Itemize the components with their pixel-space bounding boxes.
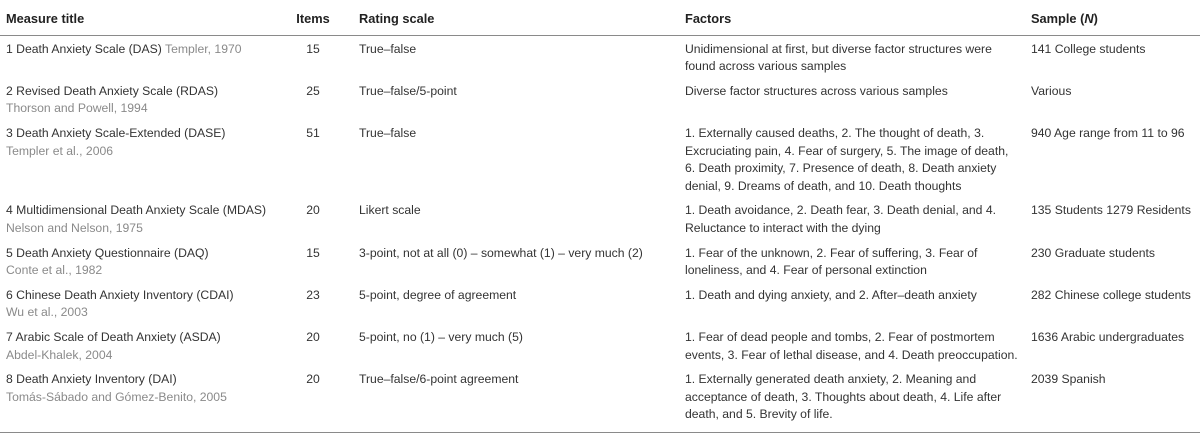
measure-title-cell [0, 35, 273, 78]
measure-citation[interactable]: Templer, 1970 [164, 41, 242, 56]
rating-scale-cell: 5-point, degree of agreement [359, 287, 517, 302]
header-sample-suffix: ) [1093, 11, 1098, 26]
measure-title: 3 Death Anxiety Scale-Extended (DASE) [6, 125, 226, 140]
factors-cell: 1. Externally generated death anxiety, 2. Meaning and acceptance of death, 3. Thoughts about death, 4. Life after death, and 5. Brevity of life. [679, 366, 1025, 432]
items-cell: 15 [306, 41, 320, 56]
sample-cell: 135 Students 1279 Residents [1031, 203, 1191, 218]
rating-scale-cell: Likert scale [359, 203, 421, 218]
factors-cell: 1. Death avoidance, 2. Death fear, 3. Death denial, and 4. Reluctance to interact with the dying [685, 203, 996, 235]
measure-title-cell [0, 240, 273, 282]
measure-title: 6 Chinese Death Anxiety Inventory (CDAI) [6, 287, 234, 302]
header-sample [1025, 0, 1200, 35]
sample-cell: 282 Chinese college students [1031, 287, 1191, 302]
measure-title-cell [0, 282, 273, 324]
items-cell: 20 [273, 366, 353, 432]
measure-citation[interactable]: Thorson and Powell, 1994 [6, 101, 148, 116]
factors-cell: 1. Externally caused deaths, 2. The thought of death, 3. Excruciating pain, 4. Fear of surgery, 5. The image of death, 6. Death proximity, 7. Presence of death, 8. Death anxiety denial, 9. Dreams of death, and 10. Death thoughts [685, 125, 1009, 193]
table-row [0, 324, 1200, 366]
factors-cell: Unidimensional at first, but diverse factor structures were found across various samples [685, 41, 992, 74]
measure-title: 7 Arabic Scale of Death Anxiety (ASDA) [6, 329, 221, 344]
measure-title-cell [0, 120, 273, 197]
measure-title-cell [0, 324, 273, 366]
measure-citation[interactable]: Nelson and Nelson, 1975 [6, 220, 143, 235]
rating-scale-cell: True–false/5-point [359, 83, 457, 98]
table-row [0, 240, 1200, 282]
header-measure-title: Measure title [0, 0, 273, 35]
measure-citation[interactable]: Abdel-Khalek, 2004 [6, 347, 113, 362]
measure-title: 1 Death Anxiety Scale (DAS) [6, 41, 162, 56]
rating-scale-cell: True–false [359, 125, 417, 140]
table-row [0, 35, 1200, 78]
header-items: Items [273, 0, 353, 35]
header-factors: Factors [679, 0, 1025, 35]
measure-title-cell [0, 366, 273, 432]
rating-scale-cell: 3-point, not at all (0) – somewhat (1) – very much (2) [359, 245, 643, 260]
factors-cell: Diverse factor structures across various samples [685, 83, 948, 98]
sample-cell: 940 Age range from 11 to 96 [1031, 125, 1185, 140]
items-cell: 51 [306, 125, 320, 140]
measure-citation[interactable]: Conte et al., 1982 [6, 263, 103, 278]
header-sample-n: N [1084, 11, 1094, 26]
table-row [0, 120, 1200, 197]
items-cell: 15 [306, 245, 320, 260]
items-cell: 25 [306, 83, 320, 98]
items-cell: 20 [306, 329, 320, 344]
header-sample-prefix: Sample ( [1031, 11, 1085, 26]
table-row [0, 366, 1200, 432]
measure-title-cell [0, 78, 273, 120]
measure-title: 2 Revised Death Anxiety Scale (RDAS) [6, 83, 219, 98]
measure-citation[interactable]: Tomás-Sábado and Gómez-Benito, 2005 [6, 389, 227, 404]
table-row [0, 282, 1200, 324]
sample-cell: 2039 Spanish [1025, 366, 1200, 432]
sample-cell: Various [1031, 83, 1072, 98]
measure-citation[interactable]: Templer et al., 2006 [6, 143, 114, 158]
table-header [0, 0, 1200, 35]
rating-scale-cell: True–false/6-point agreement [353, 366, 679, 432]
measure-title: 4 Multidimensional Death Anxiety Scale (MDAS) [6, 203, 267, 218]
measure-citation[interactable]: Wu et al., 2003 [6, 305, 88, 320]
measure-title-cell [0, 197, 273, 239]
factors-cell: 1. Fear of dead people and tombs, 2. Fear of postmortem events, 3. Fear of lethal disease, and 4. Death preoccupation. [685, 329, 1018, 362]
factors-cell: 1. Fear of the unknown, 2. Fear of suffering, 3. Fear of loneliness, and 4. Fear of personal extinction [685, 245, 978, 278]
factors-cell: 1. Death and dying anxiety, and 2. After–death anxiety [685, 287, 977, 302]
table-row [0, 197, 1200, 239]
items-cell: 20 [306, 203, 320, 218]
sample-cell: 230 Graduate students [1031, 245, 1155, 260]
items-cell: 23 [306, 287, 320, 302]
header-rating-scale: Rating scale [353, 0, 679, 35]
table-row [0, 78, 1200, 120]
rating-scale-cell: 5-point, no (1) – very much (5) [359, 329, 523, 344]
sample-cell: 1636 Arabic undergraduates [1031, 329, 1185, 344]
header-row [0, 0, 1200, 35]
measure-title: 5 Death Anxiety Questionnaire (DAQ) [6, 245, 209, 260]
measure-title: 8 Death Anxiety Inventory (DAI) [6, 372, 177, 387]
table-body [0, 35, 1200, 432]
sample-cell: 141 College students [1031, 41, 1146, 56]
rating-scale-cell: True–false [359, 41, 417, 56]
